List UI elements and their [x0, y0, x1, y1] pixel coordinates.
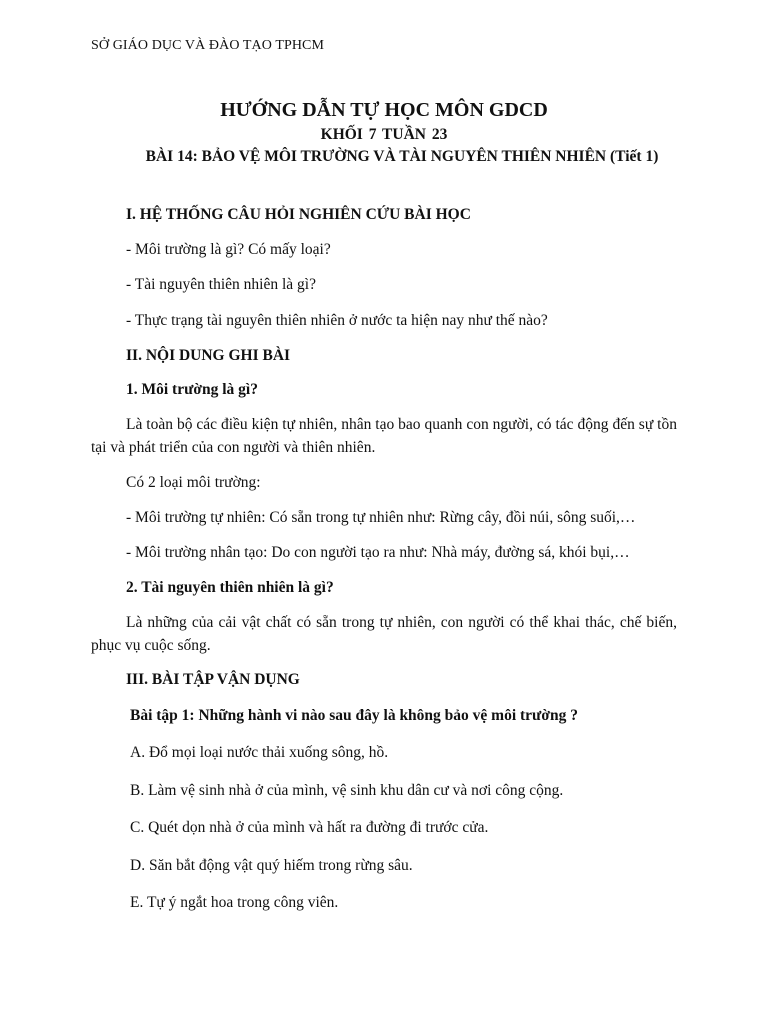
- section-2-heading: II. NỘI DUNG GHI BÀI: [126, 347, 291, 364]
- exercise-1-question: Bài tập 1: Những hành vi nào sau đây là không bảo vệ môi trường ?: [130, 707, 578, 724]
- grade-week-subtitle: KHỐI 7 TUẦN 23: [320, 126, 448, 143]
- exercise-option: A. Đổ mọi loại nước thải xuống sông, hồ.: [130, 744, 389, 761]
- exercise-option: C. Quét dọn nhà ở của mình và hất ra đường đi trước cửa.: [130, 819, 489, 836]
- subsection-resources-heading: 2. Tài nguyên thiên nhiên là gì?: [126, 579, 334, 596]
- question-item: - Tài nguyên thiên nhiên là gì?: [126, 276, 316, 293]
- lesson-title: BÀI 14: BẢO VỆ MÔI TRƯỜNG VÀ TÀI NGUYÊN THIÊN NHIÊN (Tiết 1): [145, 148, 659, 165]
- question-item: - Môi trường là gì? Có mấy loại?: [126, 241, 331, 258]
- document-title: HƯỚNG DẪN TỰ HỌC MÔN GDCD: [220, 99, 548, 121]
- section-1-heading: I. HỆ THỐNG CÂU HỎI NGHIÊN CỨU BÀI HỌC: [126, 206, 471, 223]
- subsection-environment-heading: 1. Môi trường là gì?: [126, 381, 258, 398]
- environment-types-intro: Có 2 loại môi trường:: [126, 474, 261, 491]
- organization-header: SỞ GIÁO DỤC VÀ ĐÀO TẠO TPHCM: [91, 38, 325, 53]
- exercise-option: D. Săn bắt động vật quý hiếm trong rừng sâu.: [130, 857, 413, 874]
- environment-type-item: - Môi trường nhân tạo: Do con người tạo ra như: Nhà máy, đường sá, khói bụi,…: [126, 544, 630, 561]
- resources-definition: Là những của cải vật chất có sẵn trong tự nhiên, con người có thể khai thác, chế biến, phục vụ cuộc sống.: [91, 614, 677, 654]
- environment-type-item: - Môi trường tự nhiên: Có sẵn trong tự nhiên như: Rừng cây, đồi núi, sông suối,…: [126, 509, 636, 526]
- question-item: - Thực trạng tài nguyên thiên nhiên ở nước ta hiện nay như thế nào?: [126, 312, 548, 329]
- section-3-heading: III. BÀI TẬP VẬN DỤNG: [126, 671, 300, 688]
- environment-definition: Là toàn bộ các điều kiện tự nhiên, nhân tạo bao quanh con người, có tác động đến sự tồn tại và phát triển của con người và thiên nhiên.: [91, 416, 677, 456]
- exercise-option: E. Tự ý ngắt hoa trong công viên.: [130, 894, 339, 911]
- exercise-option: B. Làm vệ sinh nhà ở của mình, vệ sinh khu dân cư và nơi công cộng.: [130, 782, 564, 799]
